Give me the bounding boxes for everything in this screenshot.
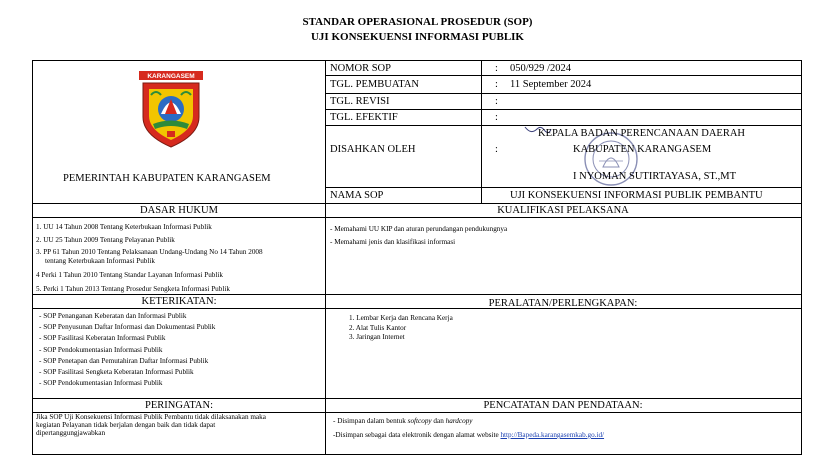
kualifikasi-item-2: - Memahami jenis dan klasifikasi informasi: [330, 238, 456, 246]
sop-table: [32, 60, 802, 455]
row-line: [325, 75, 801, 76]
dasar-hukum-item-4: 4 Perki 1 Tahun 2010 Tentang Standar Layanan Informasi Publik: [36, 271, 223, 279]
list-item: - SOP Pendokumentasian Informasi Publik: [39, 345, 163, 354]
dasar-hukum-item-3-cont: tentang Keterbukaan Informasi Publik: [45, 257, 155, 265]
tgl-revisi-label: TGL. REVISI: [330, 96, 390, 107]
pencatatan-text: - Disimpan dalam bentuk: [333, 417, 408, 425]
nama-sop-value: UJI KONSEKUENSI INFORMASI PUBLIK PEMBANTU: [510, 190, 763, 201]
peralatan-list: [349, 314, 453, 343]
colon: :: [495, 144, 498, 155]
pencatatan-item-2: [333, 431, 604, 441]
list-item: - SOP Fasilitasi Keberatan Informasi Publik: [39, 334, 166, 343]
colon: :: [495, 96, 498, 107]
peringatan-line-2: kegiatan Pelayanan tidak berjalan dengan baik dan tidak dapat: [36, 421, 216, 429]
disahkan-jabatan: KEPALA BADAN PERENCANAAN DAERAH: [538, 128, 746, 139]
keterkaitan-list: [39, 312, 215, 388]
nama-sop-label: NAMA SOP: [330, 190, 384, 201]
dasar-hukum-item-2: 2. UU 25 Tahun 2009 Tentang Pelayanan Publik: [36, 236, 175, 244]
peringatan-line-1: Jika SOP Uji Konsekuensi Informasi Publik Pembantu tidak dilaksanakan maka: [36, 413, 266, 421]
karangasem-emblem-icon: [131, 69, 211, 149]
dasar-hukum-item-3: 3. PP 61 Tahun 2010 Tentang Pelaksanaan Undang-Undang No 14 Tahun 2008: [36, 248, 263, 256]
list-item: 1. Lembar Kerja dan Rencana Kerja: [349, 314, 453, 322]
colon: :: [495, 63, 498, 74]
document-subtitle: UJI KONSEKUENSI INFORMASI PUBLIK: [310, 31, 524, 43]
peringatan-heading: PERINGATAN:: [145, 400, 213, 411]
nomor-sop-label: NOMOR SOP: [330, 63, 391, 74]
list-item: - SOP Pendokumentasian Informasi Publik: [39, 379, 163, 388]
hardcopy-text: hardcopy: [445, 417, 473, 425]
column-divider: [325, 61, 326, 454]
kualifikasi-item-1: - Memahami UU KIP dan aturan perundangan pendukungnya: [330, 225, 508, 233]
disahkan-nama: I NYOMAN SUTIRTAYASA, ST.,MT: [573, 171, 737, 182]
pencatatan-item-1: [333, 417, 472, 427]
row-line: [325, 109, 801, 110]
tgl-pembuatan-label: TGL. PEMBUATAN: [330, 79, 419, 90]
row-line: [325, 187, 801, 188]
kualifikasi-heading: KUALIFIKASI PELAKSANA: [497, 205, 629, 216]
list-item: - SOP Penyusunan Daftar Informasi dan Dokumentasi Publik: [39, 323, 216, 332]
institution-name: PEMERINTAH KABUPATEN KARANGASEM: [63, 173, 271, 184]
document-title: STANDAR OPERASIONAL PROSEDUR (SOP): [302, 16, 533, 28]
logo-banner-text: KARANGASEM: [147, 73, 195, 81]
tgl-pembuatan-value: 11 September 2024: [510, 79, 592, 90]
list-item: 3. Jaringan Internet: [349, 333, 405, 342]
disahkan-kabupaten: KABUPATEN KARANGASEM: [573, 144, 712, 155]
nomor-sop-value: 050/929 /2024: [510, 63, 571, 74]
list-item: - SOP Fasilitasi Sengketa Keberatan Informasi Publik: [39, 368, 194, 377]
colon: :: [495, 79, 498, 90]
row-line: [33, 398, 801, 399]
dasar-hukum-heading: DASAR HUKUM: [140, 205, 218, 216]
list-item: 2. Alat Tulis Kantor: [349, 323, 407, 332]
dasar-hukum-item-1: 1. UU 14 Tahun 2008 Tentang Keterbukaan Informasi Publik: [36, 223, 212, 231]
row-line: [325, 125, 801, 126]
colon: :: [495, 112, 498, 123]
keterkaitan-heading: KETERIKATAN:: [141, 296, 217, 307]
pencatatan-text: -Disimpan sebagai data elektronik dengan alamat website: [333, 431, 501, 439]
disahkan-label: DISAHKAN OLEH: [330, 144, 416, 155]
pencatatan-text: dan: [431, 417, 446, 425]
peringatan-line-3: dipertanggungjawabkan: [36, 429, 106, 437]
list-item: - SOP Penetapan dan Pemutahiran Daftar Informasi Publik: [39, 356, 209, 365]
pencatatan-heading: PENCATATAN DAN PENDATAAN:: [483, 400, 643, 411]
row-line: [325, 93, 801, 94]
peralatan-heading: PERALATAN/PERLENGKAPAN:: [488, 298, 638, 309]
website-link[interactable]: http://Bapeda.karangasemkab.go.id/: [500, 431, 605, 439]
dasar-hukum-item-5: 5. Perki 1 Tahun 2013 Tentang Prosedur Sengketa Informasi Publik: [36, 285, 230, 293]
row-line: [33, 217, 801, 218]
tgl-efektif-label: TGL. EFEKTIF: [330, 112, 398, 123]
meta-divider: [481, 61, 482, 203]
softcopy-text: softcopy: [407, 417, 432, 425]
row-line: [33, 203, 801, 204]
list-item: - SOP Penanganan Keberatan dan Informasi Publik: [39, 312, 187, 320]
